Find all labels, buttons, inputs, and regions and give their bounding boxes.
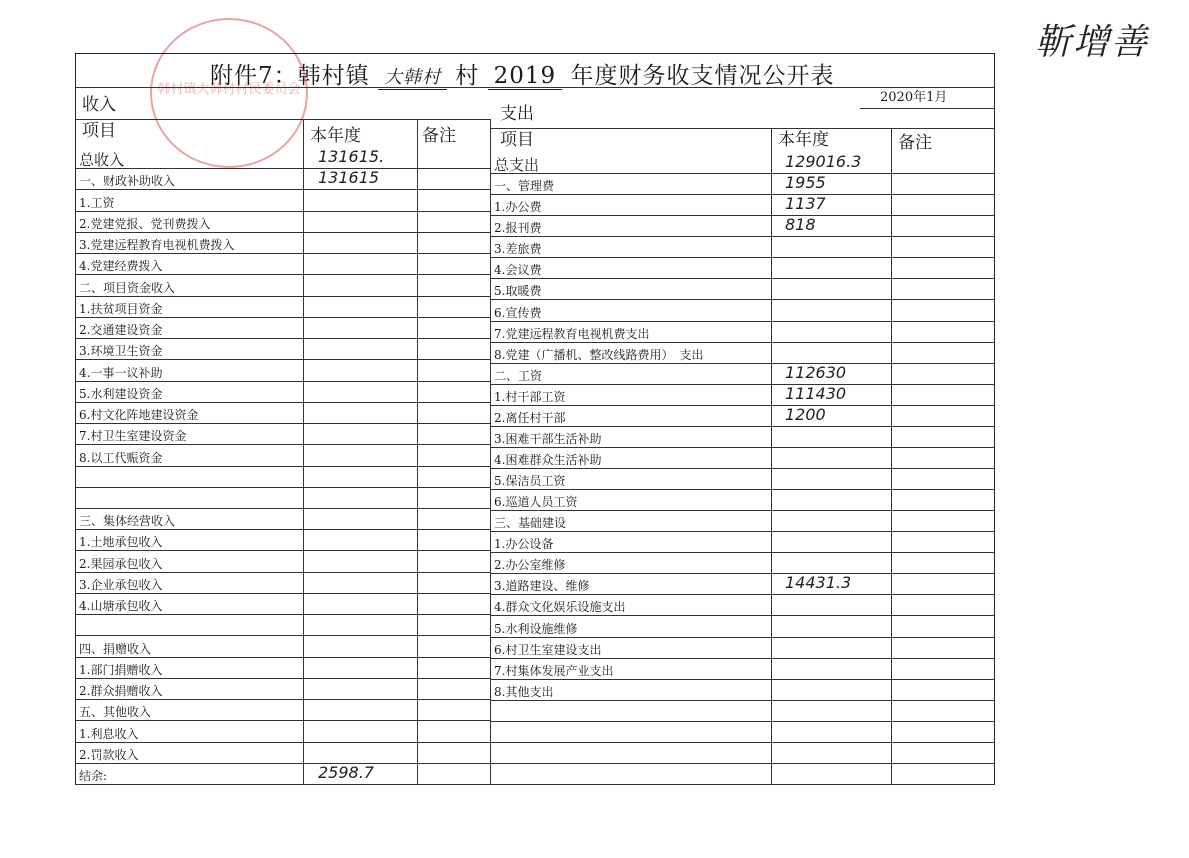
expense-row-label: 4.群众文化娱乐设施支出 [494, 600, 626, 615]
income-row-label: 7.村卫生室建设资金 [79, 429, 187, 444]
title-prefix: 附件7：韩村镇 [210, 63, 370, 89]
income-section-label: 收入 [82, 95, 116, 115]
income-row-divider [75, 168, 490, 169]
expense-row-label: 8.其他支出 [494, 684, 554, 699]
expense-row-label: 3.困难干部生活补助 [494, 431, 602, 446]
income-row-label: 5.水利建设资金 [79, 386, 163, 401]
expense-row-divider [490, 531, 995, 532]
income-row-label: 3.企业承包收入 [79, 577, 163, 592]
income-row-divider [75, 529, 490, 530]
income-row-label: 1.扶贫项目资金 [79, 301, 163, 316]
expense-row-value: 129016.3 [785, 152, 862, 172]
expense-row-divider [490, 342, 995, 343]
expense-row-divider [490, 658, 995, 659]
expense-row-label: 3.道路建设、维修 [494, 579, 590, 594]
income-row-divider [75, 699, 490, 700]
income-row-value: 131615 [318, 168, 380, 188]
expense-row-divider [490, 173, 995, 174]
income-header-current-year: 本年度 [310, 126, 361, 146]
income-row-divider [75, 720, 490, 721]
expense-row-divider [490, 552, 995, 553]
expense-row-divider [490, 236, 995, 237]
expense-row-label: 1.办公设备 [494, 537, 554, 552]
income-row-label: 三、集体经营收入 [79, 514, 176, 529]
income-row-label: 1.工资 [79, 195, 115, 210]
income-row-label: 4.一事一议补助 [79, 365, 163, 380]
expense-row-label: 8.党建（广播机、整改线路费用） 支出 [494, 347, 704, 362]
income-row-label: 1.土地承包收入 [79, 535, 163, 550]
expense-row-value: 1955 [785, 173, 826, 193]
income-row-label: 二、项目资金收入 [79, 280, 176, 295]
income-row-divider [75, 784, 490, 785]
expense-row-label: 2.报刊费 [494, 221, 542, 236]
expense-header-item: 项目 [500, 130, 534, 150]
expense-row-divider [490, 278, 995, 279]
income-row-divider [75, 593, 490, 594]
income-row-divider [75, 657, 490, 658]
income-row-divider [75, 678, 490, 679]
expense-row-label: 6.宣传费 [494, 305, 542, 320]
expense-row-divider [490, 679, 995, 680]
expense-section-label: 支出 [500, 104, 534, 124]
expense-row-value: 1137 [785, 194, 826, 214]
expense-row-divider [490, 763, 995, 764]
expense-row-label: 6.巡道人员工资 [494, 495, 578, 510]
income-row-divider [75, 232, 490, 233]
income-row-divider [75, 296, 490, 297]
income-section-divider [75, 119, 490, 120]
income-row-divider [75, 402, 490, 403]
expense-row-divider [490, 742, 995, 743]
income-row-divider [75, 614, 490, 615]
income-row-label: 2.群众捐赠收入 [79, 684, 163, 699]
expense-row-label: 1.村干部工资 [494, 389, 566, 404]
handwritten-signature: 靳增善 [1035, 22, 1150, 63]
income-row-label: 4.山塘承包收入 [79, 599, 163, 614]
expense-row-label: 3.差旅费 [494, 242, 542, 257]
income-row-label: 4.党建经费拨入 [79, 259, 163, 274]
report-date: 2020年1月 [880, 90, 948, 105]
income-row-label: 结余: [79, 769, 108, 783]
income-row-divider [75, 508, 490, 509]
income-row-divider [75, 359, 490, 360]
expense-row-divider [490, 468, 995, 469]
income-row-label: 8.以工代赈资金 [79, 450, 163, 465]
income-column-line [417, 119, 418, 784]
expense-row-label: 三、基础建设 [494, 516, 567, 531]
expense-row-label: 6.村卫生室建设支出 [494, 642, 602, 657]
income-column-line [490, 119, 491, 784]
expense-row-divider [490, 784, 995, 785]
income-row-divider [75, 763, 490, 764]
income-row-divider [75, 253, 490, 254]
income-row-label: 1.部门捐赠收入 [79, 662, 163, 677]
expense-row-divider [490, 299, 995, 300]
expense-row-divider [490, 489, 995, 490]
expense-row-label: 1.办公费 [494, 200, 542, 215]
income-row-label: 总收入 [79, 151, 125, 170]
income-row-divider [75, 338, 490, 339]
document-title [80, 55, 995, 87]
expense-row-divider [490, 194, 995, 195]
expense-header-note: 备注 [898, 133, 932, 153]
expense-row-divider [490, 363, 995, 364]
income-row-label: 3.环境卫生资金 [79, 344, 163, 359]
expense-row-divider [490, 573, 995, 574]
income-row-divider [75, 487, 490, 488]
expense-row-divider [490, 594, 995, 595]
income-header-note: 备注 [422, 126, 456, 146]
expense-row-label: 7.村集体发展产业支出 [494, 663, 614, 678]
expense-row-divider [490, 615, 995, 616]
expense-column-line [891, 128, 892, 784]
expense-row-divider [490, 721, 995, 722]
income-row-divider [75, 211, 490, 212]
income-row-label: 一、财政补助收入 [79, 174, 176, 189]
income-row-label: 3.党建远程教育电视机费拨入 [79, 238, 235, 253]
income-row-label: 2.党建党报、党刊费拨入 [79, 216, 211, 231]
income-row-value: 131615. [318, 147, 385, 167]
income-row-label: 2.交通建设资金 [79, 323, 163, 338]
income-row-label: 2.果园承包收入 [79, 556, 163, 571]
expense-row-value: 818 [785, 215, 816, 235]
income-row-divider [75, 742, 490, 743]
expense-row-label: 4.会议费 [494, 263, 542, 278]
expense-row-label: 4.困难群众生活补助 [494, 453, 602, 467]
expense-row-label: 5.取暖费 [494, 284, 542, 299]
expense-row-value: 1200 [785, 404, 826, 424]
expense-row-divider [490, 447, 995, 448]
stamp-text: 韩村镇大韩村村民委员会 [157, 82, 301, 97]
income-row-label: 6.村文化阵地建设资金 [79, 408, 199, 423]
income-row-divider [75, 444, 490, 445]
income-row-divider [75, 635, 490, 636]
income-row-divider [75, 274, 490, 275]
income-row-divider [75, 317, 490, 318]
expense-row-divider [490, 384, 995, 385]
title-suffix: 年度财务收支情况公开表 [570, 63, 835, 89]
expense-row-divider [490, 426, 995, 427]
expense-row-value: 111430 [785, 383, 847, 403]
expense-row-divider [490, 321, 995, 322]
income-row-divider [75, 572, 490, 573]
title-village-handwritten: 大韩村 [378, 63, 447, 90]
expense-section-divider [490, 128, 995, 129]
title-divider [75, 87, 995, 88]
income-header-item: 项目 [82, 121, 116, 141]
expense-row-divider [490, 405, 995, 406]
expense-row-divider [490, 510, 995, 511]
expense-row-value: 14431.3 [785, 573, 852, 593]
expense-row-value: 112630 [785, 362, 847, 382]
income-row-divider [75, 550, 490, 551]
income-row-label: 2.罚款收入 [79, 747, 139, 762]
expense-row-label: 7.党建远程教育电视机费支出 [494, 326, 650, 341]
expense-row-divider [490, 215, 995, 216]
expense-row-label: 2.离任村干部 [494, 410, 566, 425]
income-column-line [303, 119, 304, 784]
expense-row-label: 二、工资 [494, 368, 543, 383]
income-row-label: 四、捐赠收入 [79, 641, 152, 656]
title-village-suffix: 村 [455, 63, 480, 89]
income-row-divider [75, 189, 490, 190]
expense-column-line [771, 128, 772, 784]
income-row-value: 2598.7 [318, 763, 374, 782]
expense-row-label: 5.保洁员工资 [494, 474, 566, 489]
expense-header-current-year: 本年度 [778, 130, 829, 150]
expense-row-divider [490, 637, 995, 638]
expense-row-label: 总支出 [494, 156, 540, 175]
expense-row-label: 2.办公室维修 [494, 558, 566, 573]
expense-row-label: 一、管理费 [494, 179, 555, 194]
income-row-divider [75, 381, 490, 382]
income-row-divider [75, 466, 490, 467]
expense-row-divider [490, 700, 995, 701]
expense-row-divider [490, 257, 995, 258]
income-row-label: 五、其他收入 [79, 705, 152, 720]
income-row-label: 1.利息收入 [79, 726, 139, 741]
income-row-divider [75, 423, 490, 424]
expense-row-label: 5.水利设施维修 [494, 621, 578, 636]
date-underline [860, 108, 995, 109]
title-year: 2019 [488, 63, 563, 90]
